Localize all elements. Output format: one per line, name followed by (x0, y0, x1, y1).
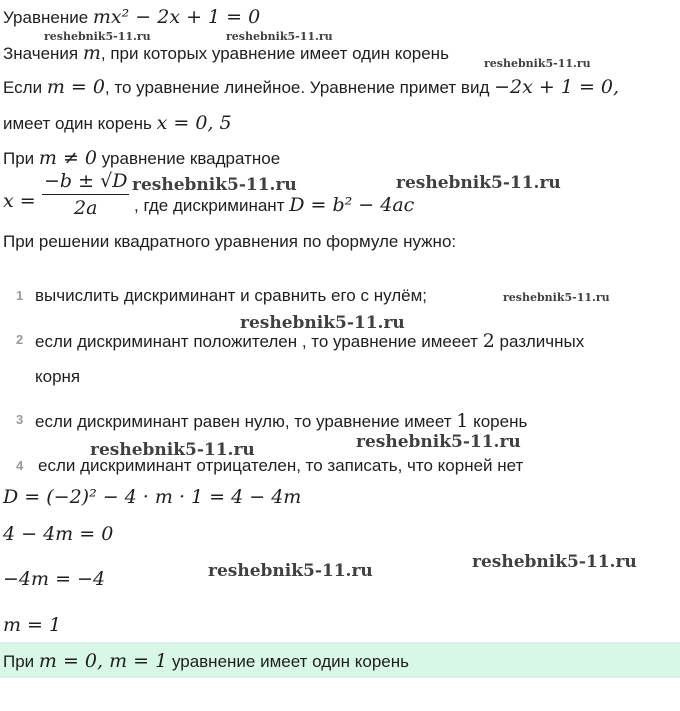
step-text-4: если дискриминант отрицателен, то записать, что корней нет (38, 456, 524, 475)
quadratic-text-a: При (3, 149, 35, 168)
values-line (3, 42, 449, 64)
step-2-text-a: если дискриминант положителен , то уравнение имееет (35, 332, 478, 351)
title-equation: mx² − 2x + 1 = 0 (92, 6, 261, 28)
formula-lhs: x = (3, 190, 36, 212)
watermark: reshebnik5-11.ru (503, 291, 610, 304)
watermark: reshebnik5-11.ru (240, 313, 405, 333)
formula-text: , где дискриминант (134, 196, 285, 215)
title-prefix: Уравнение (3, 8, 89, 27)
values-text-a: Значения (3, 44, 79, 63)
watermark: reshebnik5-11.ru (90, 440, 255, 460)
step-number-3: 3 (16, 412, 24, 427)
calc-line-4: m = 1 (3, 614, 62, 636)
watermark: reshebnik5-11.ru (356, 432, 521, 452)
step-3-text-b: корень (473, 412, 528, 431)
step-text-2 (35, 330, 584, 352)
method-line: При решении квадратного уравнения по формуле нужно: (3, 232, 457, 251)
calc-line-3: −4m = −4 (3, 568, 106, 590)
step-2-value: 2 (482, 330, 495, 352)
formula-tail (134, 194, 414, 216)
conclusion-cond: m = 0, m = 1 (38, 650, 168, 672)
conclusion-line (3, 650, 409, 672)
step-text-1: вычислить дискриминант и сравнить его с нулём; (35, 286, 428, 305)
linear-eq: −2x + 1 = 0, (494, 76, 620, 98)
step-3-value: 1 (456, 410, 469, 432)
step-number-4: 4 (16, 458, 24, 473)
calc-line-1: D = (−2)² − 4 · m · 1 = 4 − 4m (3, 486, 302, 508)
root-text: имеет один корень (3, 114, 152, 133)
watermark: reshebnik5-11.ru (226, 30, 333, 43)
step-text-3 (35, 410, 527, 432)
step-number-1: 1 (16, 288, 24, 303)
watermark: reshebnik5-11.ru (472, 552, 637, 572)
formula-fraction (42, 170, 129, 219)
calc-line-2: 4 − 4m = 0 (3, 523, 114, 545)
formula-discriminant: D = b² − 4ac (289, 194, 415, 216)
linear-text-b: , то уравнение линейное. Уравнение примет вид (104, 78, 490, 97)
step-3-text-a: если дискриминант равен нулю, то уравнение имеет (35, 412, 452, 431)
step-2-text-c: корня (35, 367, 81, 386)
linear-text-a: Если (3, 78, 43, 97)
values-m: m (82, 42, 101, 64)
quadratic-text-b: уравнение квадратное (101, 149, 281, 168)
root-eq: x = 0, 5 (156, 112, 232, 134)
watermark: reshebnik5-11.ru (132, 175, 297, 195)
watermark: reshebnik5-11.ru (396, 173, 561, 193)
step-2-text-b: различных (499, 332, 585, 351)
title-line (3, 6, 260, 28)
formula-denominator: 2a (74, 197, 98, 219)
values-text-b: , при которых уравнение имеет один корень (100, 44, 449, 63)
linear-cond: m = 0 (46, 76, 105, 98)
watermark: reshebnik5-11.ru (44, 30, 151, 43)
quadratic-line (3, 147, 280, 169)
conclusion-text-a: При (3, 652, 35, 671)
watermark: reshebnik5-11.ru (484, 57, 591, 70)
conclusion-text-b: уравнение имеет один корень (171, 652, 409, 671)
quadratic-cond: m ≠ 0 (38, 147, 98, 169)
watermark: reshebnik5-11.ru (208, 561, 373, 581)
formula-numerator: −b ± √D (42, 170, 129, 195)
root-line (3, 112, 232, 134)
linear-line (3, 76, 619, 98)
step-number-2: 2 (16, 332, 24, 347)
